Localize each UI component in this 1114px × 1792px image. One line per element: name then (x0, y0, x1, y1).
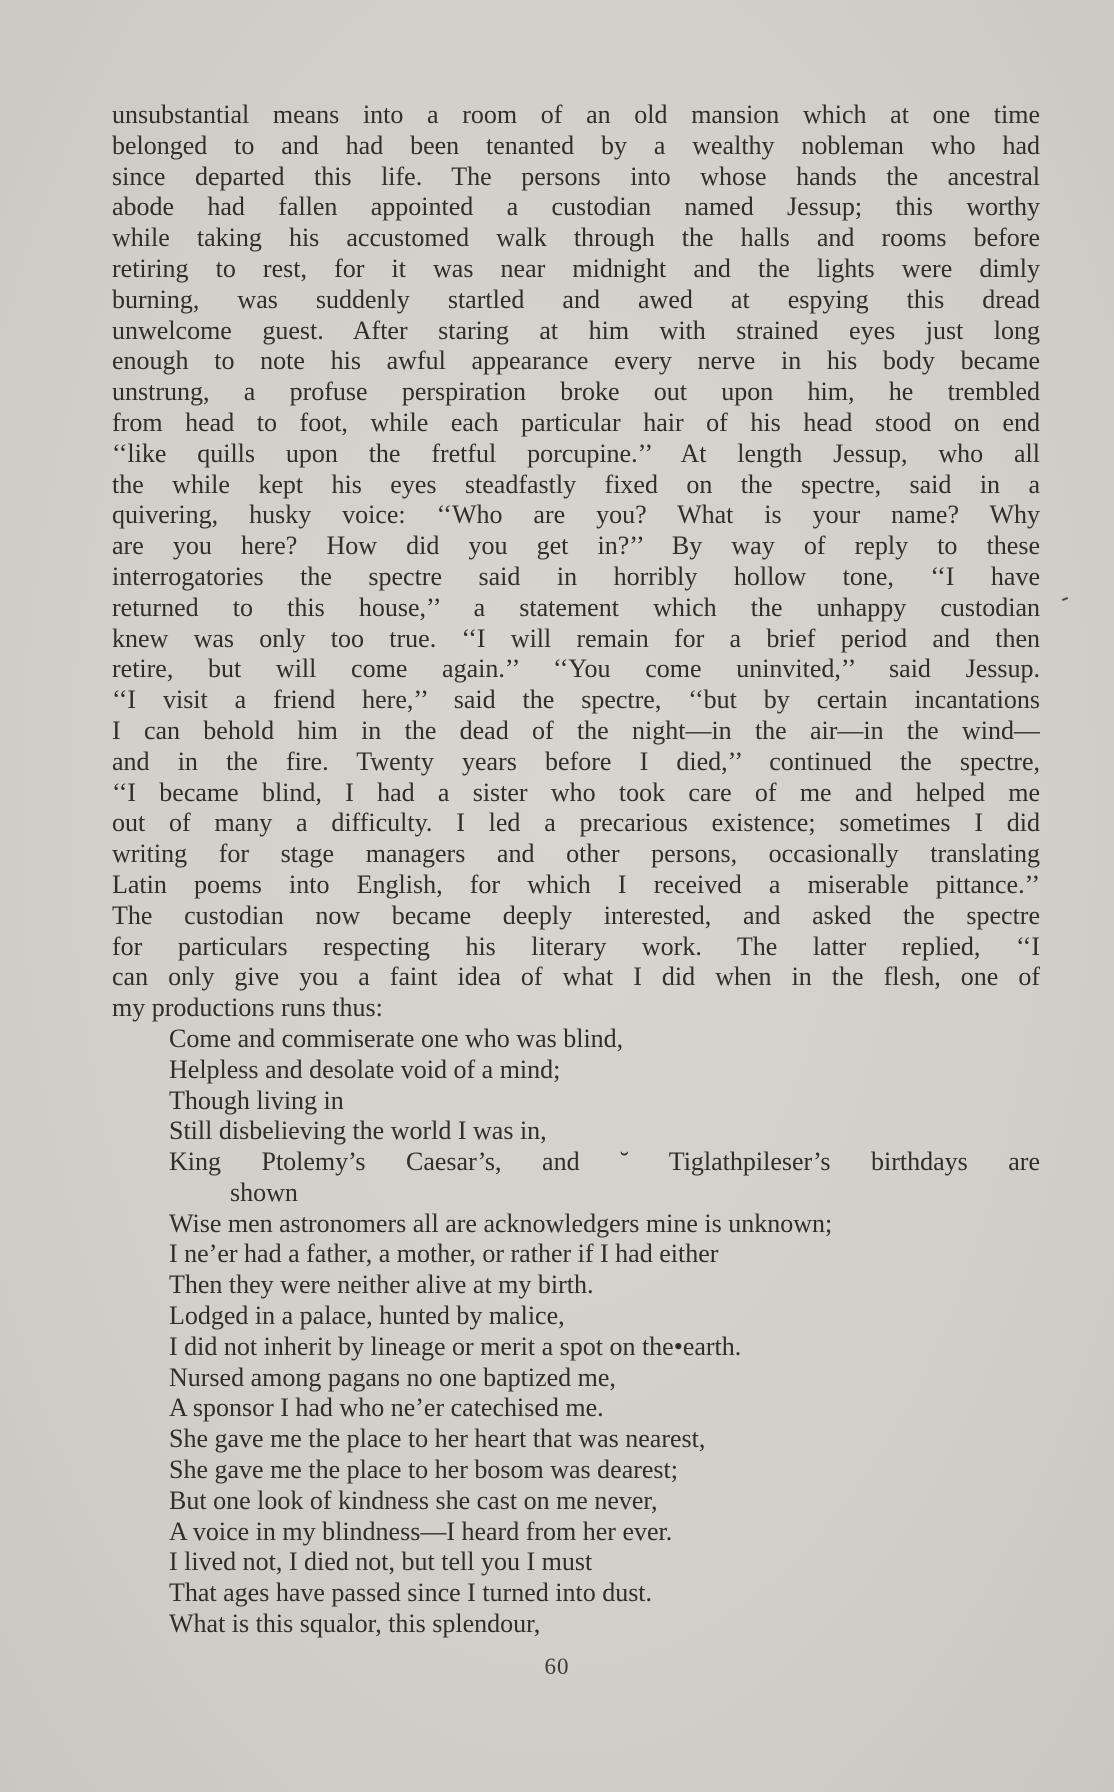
verse-line: She gave me the place to her bosom was dearest; (169, 1455, 678, 1485)
prose-line: retire, but will come again.’’ ‘‘You come uninvited,’’ said Jessup. (112, 654, 1040, 684)
verse-line: Helpless and desolate void of a mind; (169, 1054, 561, 1084)
prose-line: out of many a difficulty. I led a precarious existence; sometimes I did (112, 808, 1040, 838)
prose-line: burning, was suddenly startled and awed at espying this dread (112, 284, 1040, 314)
page-text-block (112, 100, 1040, 1640)
prose-line: enough to note his awful appearance every nerve in his body became (112, 346, 1040, 376)
verse-line: That ages have passed since I turned into dust. (169, 1578, 653, 1608)
prose-line: The custodian now became deeply interested, and asked the spectre (112, 900, 1040, 930)
verse-line: Still disbelieving the world I was in, (169, 1116, 547, 1146)
ink-speck (1062, 597, 1068, 601)
verse-line: I lived not, I died not, but tell you I must (169, 1547, 593, 1577)
prose-line: unwelcome guest. After staring at him with strained eyes just long (112, 315, 1040, 345)
prose-line: for particulars respecting his literary work. The latter replied, ‘‘I (112, 931, 1040, 961)
prose-line: ‘‘like quills upon the fretful porcupine.’’ At length Jessup, who all (112, 438, 1040, 468)
prose-line: writing for stage managers and other persons, occasionally translating (112, 839, 1040, 869)
prose-line: the while kept his eyes steadfastly fixed on the spectre, said in a (112, 469, 1040, 499)
prose-line: my productions runs thus: (112, 993, 383, 1023)
prose-line: ‘‘I became blind, I had a sister who took care of me and helped me (112, 777, 1040, 807)
poem (112, 1024, 1040, 1640)
prose-line: can only give you a faint idea of what I did when in the flesh, one of (112, 962, 1040, 992)
prose-line: ‘‘I visit a friend here,’’ said the spectre, ‘‘but by certain incantations (112, 685, 1040, 715)
verse-line: I ne’er had a father, a mother, or rather if I had either (169, 1239, 719, 1269)
verse-line: She gave me the place to her heart that was nearest, (169, 1424, 706, 1454)
verse-line: Though living in (169, 1085, 344, 1115)
prose-line: and in the fire. Twenty years before I died,’’ continued the spectre, (112, 746, 1040, 776)
page-number: 60 (544, 1654, 570, 1679)
prose-line: interrogatories the spectre said in horribly hollow tone, ‘‘I have (112, 561, 1040, 591)
prose-line: unsubstantial means into a room of an old mansion which at one time (112, 100, 1040, 129)
verse-line: But one look of kindness she cast on me never, (169, 1485, 658, 1515)
prose-paragraph (112, 100, 1040, 1024)
verse-line: What is this squalor, this splendour, (169, 1609, 541, 1639)
verse-line: A voice in my blindness—I heard from her ever. (169, 1516, 673, 1546)
prose-line: since departed this life. The persons into whose hands the ancestral (112, 161, 1040, 191)
prose-line: belonged to and had been tenanted by a wealthy nobleman who had (112, 130, 1040, 160)
prose-line: abode had fallen appointed a custodian named Jessup; this worthy (112, 192, 1040, 222)
verse-line: King Ptolemy’s Caesar’s, and ˘ Tiglathpileser’s birthdays are (169, 1147, 1040, 1177)
verse-line: I did not inherit by lineage or merit a spot on the•earth. (169, 1331, 742, 1361)
verse-line-continuation: shown (230, 1177, 298, 1207)
prose-line: while taking his accustomed walk through the halls and rooms before (112, 223, 1040, 253)
prose-line: Latin poems into English, for which I received a miserable pittance.’’ (112, 869, 1040, 899)
prose-line: returned to this house,’’ a statement which the unhappy custodian (112, 592, 1040, 622)
prose-line: unstrung, a profuse perspiration broke out upon him, he trembled (112, 377, 1040, 407)
verse-line: Wise men astronomers all are acknowledgers mine is unknown; (169, 1208, 833, 1238)
prose-line: are you here? How did you get in?’’ By way of reply to these (112, 531, 1040, 561)
verse-line: Lodged in a palace, hunted by malice, (169, 1301, 565, 1331)
prose-line: retiring to rest, for it was near midnight and the lights were dimly (112, 253, 1040, 283)
verse-line: A sponsor I had who ne’er catechised me. (169, 1393, 604, 1423)
prose-line: knew was only too true. ‘‘I will remain for a brief period and then (112, 623, 1040, 653)
verse-line: Come and commiserate one who was blind, (169, 1023, 624, 1053)
verse-line: Nursed among pagans no one baptized me, (169, 1362, 616, 1392)
prose-line: I can behold him in the dead of the night—in the air—in the wind— (112, 715, 1040, 745)
prose-line: from head to foot, while each particular hair of his head stood on end (112, 407, 1040, 437)
prose-line: quivering, husky voice: ‘‘Who are you? What is your name? Why (112, 500, 1040, 530)
verse-line: Then they were neither alive at my birth. (169, 1270, 594, 1300)
